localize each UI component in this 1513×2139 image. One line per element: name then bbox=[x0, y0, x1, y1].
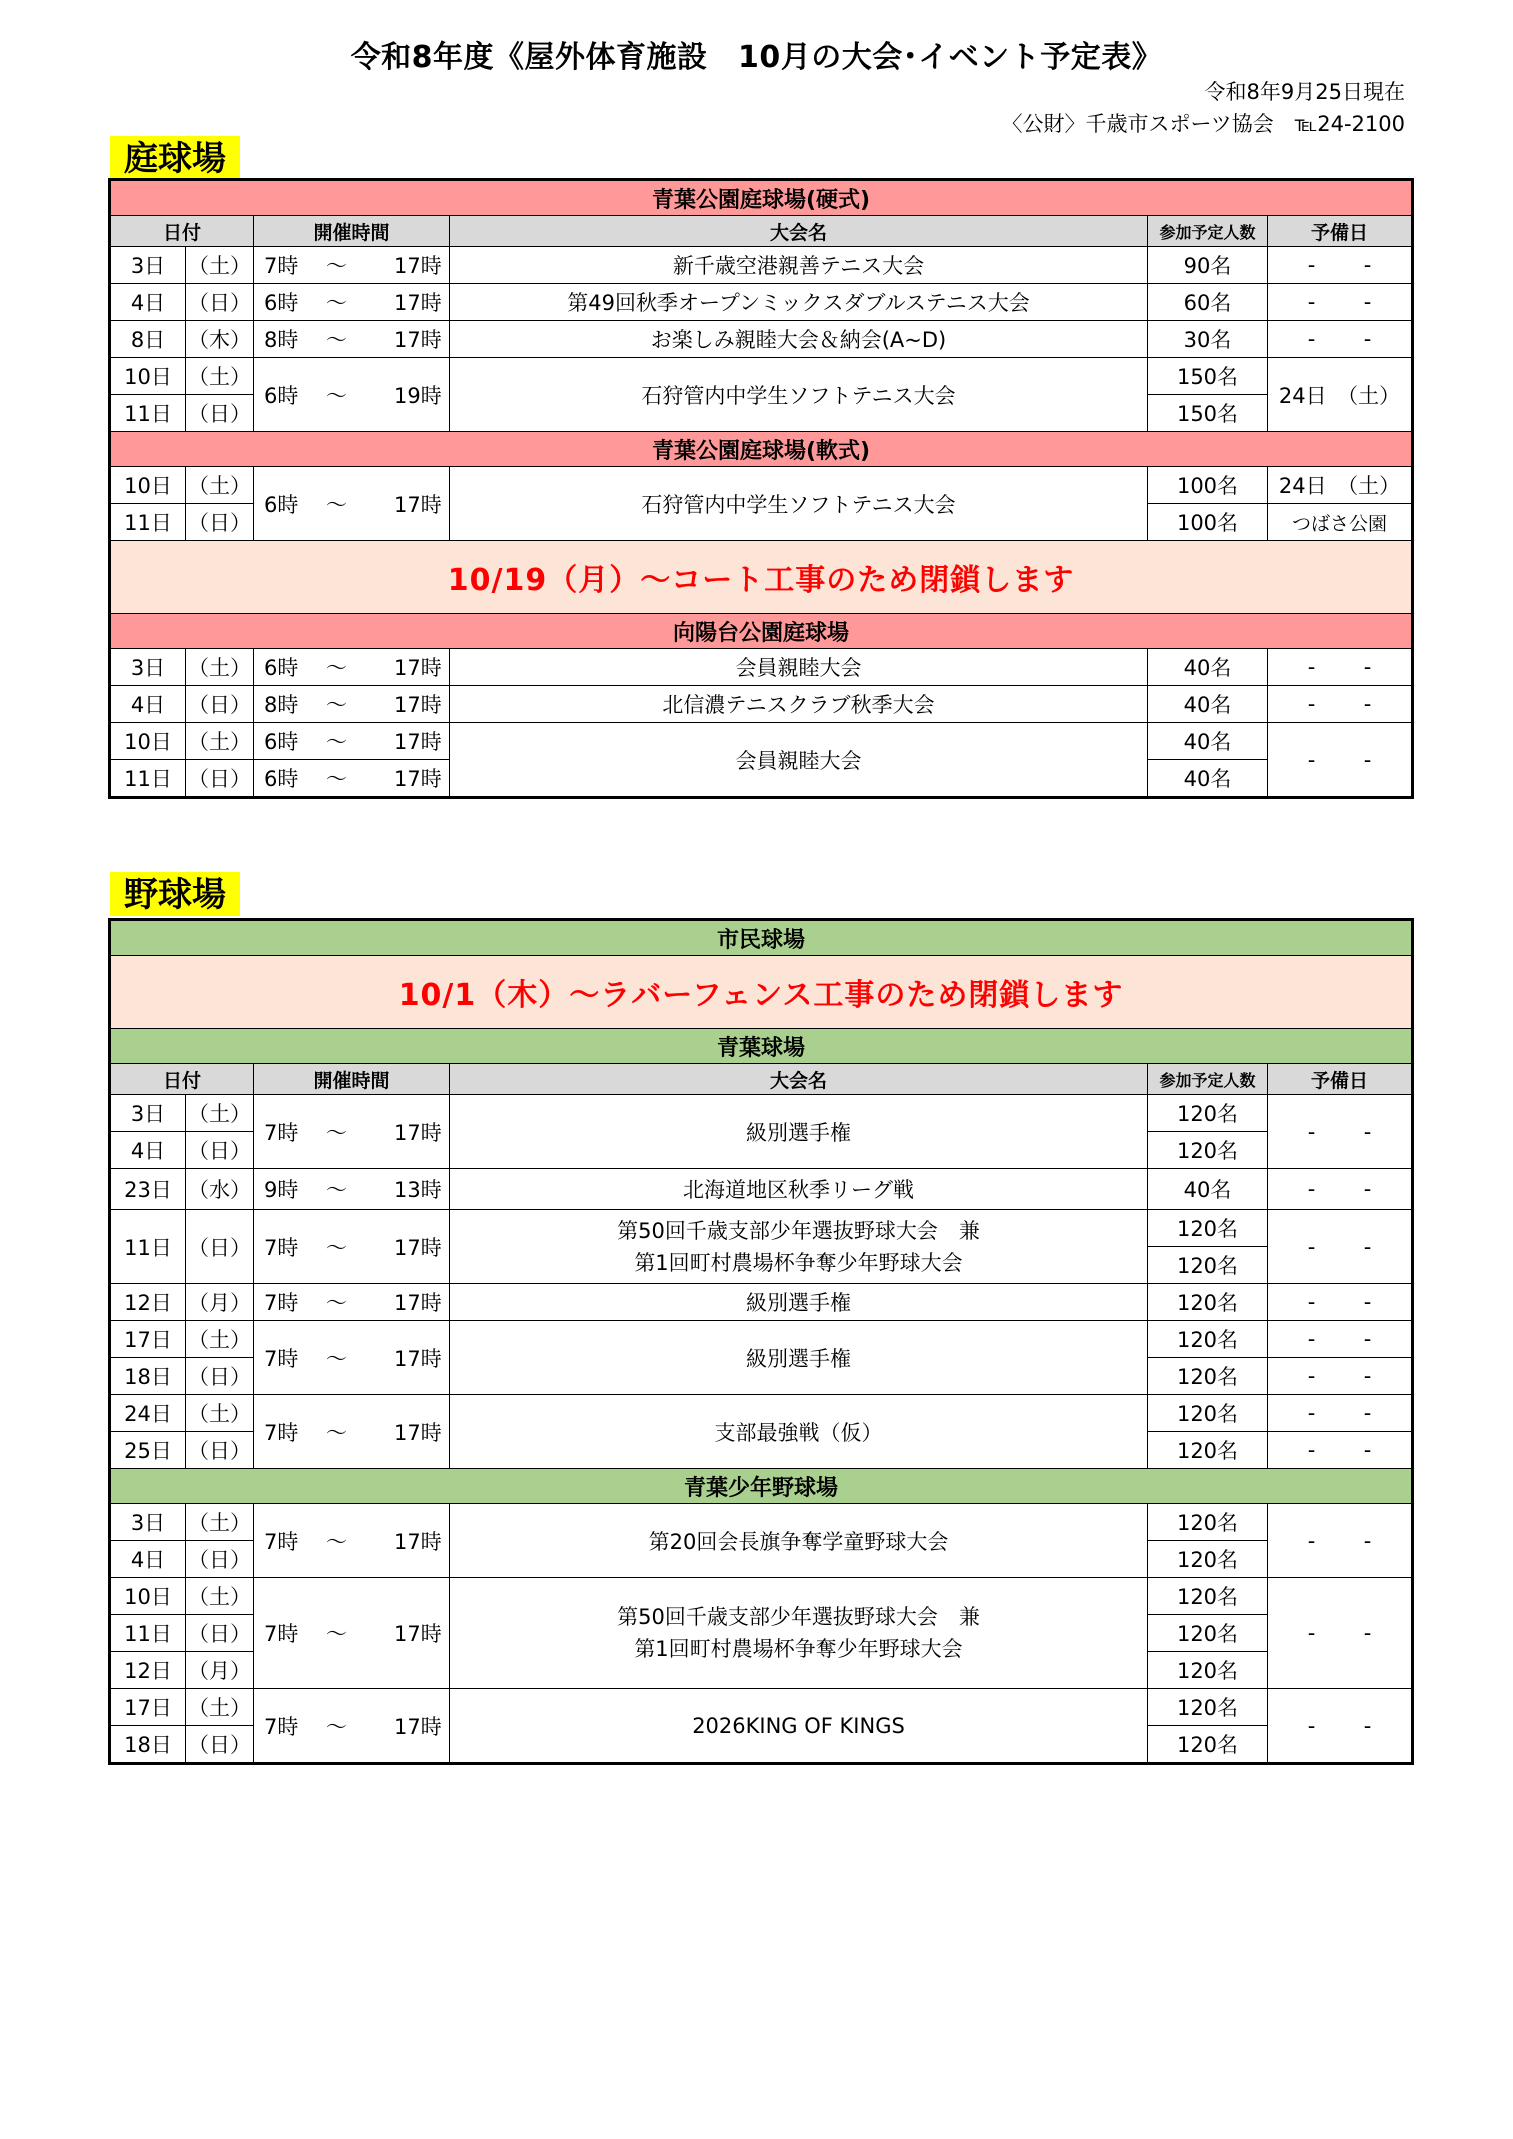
reserve-dash: - bbox=[1363, 692, 1372, 716]
column-headers bbox=[110, 1064, 1413, 1095]
weekday: （日） bbox=[186, 504, 254, 541]
reserve-dash: - bbox=[1363, 1528, 1372, 1553]
reserve-dash: - bbox=[1363, 290, 1372, 314]
reserve-venue: つばさ公園 bbox=[1268, 504, 1413, 541]
day: 4日 bbox=[110, 284, 186, 321]
day: 10日 bbox=[110, 358, 186, 395]
table-row bbox=[110, 358, 1413, 395]
weekday: （日） bbox=[186, 686, 254, 723]
start-time: 8時 bbox=[264, 328, 299, 352]
event-name-line2: 第1回町村農場杯争奪少年野球大会 bbox=[634, 1250, 963, 1275]
event-name: 級別選手権 bbox=[450, 1284, 1148, 1321]
facility-koyodai: 向陽台公園庭球場 bbox=[110, 614, 1413, 649]
reserve-day bbox=[1268, 284, 1413, 321]
reserve-dash: - bbox=[1363, 747, 1372, 772]
table-row bbox=[110, 649, 1413, 686]
col-name: 大会名 bbox=[450, 216, 1148, 247]
weekday: （土） bbox=[186, 1578, 254, 1615]
reserve-dash: - bbox=[1363, 655, 1372, 679]
start-time: 6時 bbox=[264, 492, 299, 517]
start-time: 6時 bbox=[264, 767, 299, 791]
baseball-table bbox=[108, 918, 1414, 1765]
start-time: 7時 bbox=[264, 1120, 299, 1145]
reserve-dash: - bbox=[1363, 1438, 1372, 1462]
start-time: 7時 bbox=[264, 1346, 299, 1371]
time-separator: ～ bbox=[326, 1178, 347, 1202]
weekday: （日） bbox=[186, 1432, 254, 1469]
reserve-day bbox=[1268, 321, 1413, 358]
time-separator: ～ bbox=[326, 1291, 347, 1315]
time-range bbox=[254, 1395, 450, 1469]
end-time: 17時 bbox=[394, 1714, 442, 1739]
time-separator: ～ bbox=[326, 492, 347, 517]
col-reserve: 予備日 bbox=[1268, 216, 1413, 247]
event-name: お楽しみ親睦大会＆納会(A~D) bbox=[450, 321, 1148, 358]
day: 10日 bbox=[110, 467, 186, 504]
col-reserve: 予備日 bbox=[1268, 1064, 1413, 1095]
table-row bbox=[110, 247, 1413, 284]
start-time: 8時 bbox=[264, 693, 299, 717]
reserve-dash: - bbox=[1307, 692, 1316, 716]
time-range bbox=[254, 1504, 450, 1578]
reserve-day bbox=[1268, 1432, 1413, 1469]
event-name-line2: 第1回町村農場杯争奪少年野球大会 bbox=[634, 1637, 963, 1661]
end-time: 17時 bbox=[394, 1420, 442, 1445]
table-row bbox=[110, 1321, 1413, 1358]
day: 4日 bbox=[110, 1541, 186, 1578]
participants: 90名 bbox=[1148, 247, 1268, 284]
end-time: 17時 bbox=[394, 291, 442, 315]
reserve-day bbox=[1268, 649, 1413, 686]
weekday: （月） bbox=[186, 1284, 254, 1321]
end-time: 19時 bbox=[394, 383, 442, 408]
start-time: 6時 bbox=[264, 730, 299, 754]
participants: 120名 bbox=[1148, 1284, 1268, 1321]
day: 17日 bbox=[110, 1689, 186, 1726]
reserve-dash: - bbox=[1307, 655, 1316, 679]
weekday: （土） bbox=[186, 358, 254, 395]
weekday: （日） bbox=[186, 1358, 254, 1395]
reserve-day: 24日 （土） bbox=[1268, 358, 1413, 432]
time-range bbox=[254, 760, 450, 798]
col-people: 参加予定人数 bbox=[1148, 1064, 1268, 1095]
start-time: 6時 bbox=[264, 656, 299, 680]
table-row bbox=[110, 1504, 1413, 1541]
end-time: 17時 bbox=[394, 1622, 442, 1646]
start-time: 7時 bbox=[264, 1235, 299, 1260]
time-separator: ～ bbox=[326, 328, 347, 352]
start-time: 7時 bbox=[264, 1714, 299, 1739]
participants: 100名 bbox=[1148, 467, 1268, 504]
reserve-dash: - bbox=[1363, 1119, 1372, 1144]
time-separator: ～ bbox=[326, 1420, 347, 1445]
weekday: （土） bbox=[186, 1321, 254, 1358]
weekday: （土） bbox=[186, 247, 254, 284]
baseball-section-label: 野球場 bbox=[110, 872, 240, 916]
participants: 120名 bbox=[1148, 1652, 1268, 1689]
reserve-dash: - bbox=[1307, 1364, 1316, 1388]
end-time: 17時 bbox=[394, 1120, 442, 1145]
time-range bbox=[254, 1169, 450, 1210]
participants: 120名 bbox=[1148, 1095, 1268, 1132]
day: 11日 bbox=[110, 504, 186, 541]
reserve-dash: - bbox=[1363, 1234, 1372, 1259]
day: 3日 bbox=[110, 1504, 186, 1541]
weekday: （日） bbox=[186, 1541, 254, 1578]
reserve-dash: - bbox=[1363, 1327, 1372, 1351]
time-separator: ～ bbox=[326, 1120, 347, 1145]
weekday: （日） bbox=[186, 284, 254, 321]
participants: 40名 bbox=[1148, 649, 1268, 686]
reserve-dash: - bbox=[1307, 1119, 1316, 1144]
start-time: 7時 bbox=[264, 1529, 299, 1554]
reserve-dash: - bbox=[1307, 253, 1316, 277]
time-separator: ～ bbox=[326, 1622, 347, 1646]
time-range bbox=[254, 723, 450, 760]
participants: 120名 bbox=[1148, 1689, 1268, 1726]
event-name-line1: 第50回千歳支部少年選抜野球大会 兼 bbox=[617, 1218, 980, 1243]
start-time: 7時 bbox=[264, 254, 299, 278]
reserve-day bbox=[1268, 247, 1413, 284]
reserve-day bbox=[1268, 1504, 1413, 1578]
event-name: 会員親睦大会 bbox=[450, 723, 1148, 798]
time-separator: ～ bbox=[326, 656, 347, 680]
weekday: （土） bbox=[186, 1395, 254, 1432]
col-date: 日付 bbox=[110, 216, 254, 247]
col-time: 開催時間 bbox=[254, 216, 450, 247]
event-name: 石狩管内中学生ソフトテニス大会 bbox=[450, 467, 1148, 541]
tennis-section bbox=[108, 178, 1411, 799]
day: 24日 bbox=[110, 1395, 186, 1432]
time-range bbox=[254, 247, 450, 284]
reserve-dash: - bbox=[1307, 1327, 1316, 1351]
reserve-dash: - bbox=[1363, 1401, 1372, 1425]
day: 11日 bbox=[110, 1615, 186, 1652]
reserve-day bbox=[1268, 1358, 1413, 1395]
reserve-day bbox=[1268, 1095, 1413, 1169]
weekday: （日） bbox=[186, 395, 254, 432]
as-of-date: 令和8年9月25日現在 bbox=[1204, 80, 1405, 104]
facility-aoba-soft: 青葉公園庭球場(軟式) bbox=[110, 432, 1413, 467]
day: 4日 bbox=[110, 686, 186, 723]
end-time: 17時 bbox=[394, 693, 442, 717]
weekday: （土） bbox=[186, 467, 254, 504]
start-time: 7時 bbox=[264, 1622, 299, 1646]
reserve-day bbox=[1268, 723, 1413, 798]
weekday: （日） bbox=[186, 1132, 254, 1169]
day: 11日 bbox=[110, 395, 186, 432]
reserve-dash: - bbox=[1307, 1234, 1316, 1259]
time-range bbox=[254, 1578, 450, 1689]
start-time: 6時 bbox=[264, 291, 299, 315]
day: 3日 bbox=[110, 1095, 186, 1132]
end-time: 17時 bbox=[394, 492, 442, 517]
reserve-day bbox=[1268, 1284, 1413, 1321]
participants: 120名 bbox=[1148, 1504, 1268, 1541]
closure-notice: 10/19（月）～コート工事のため閉鎖します bbox=[110, 541, 1413, 614]
reserve-day bbox=[1268, 1395, 1413, 1432]
event-name bbox=[450, 1578, 1148, 1689]
col-time: 開催時間 bbox=[254, 1064, 450, 1095]
participants: 150名 bbox=[1148, 395, 1268, 432]
table-row bbox=[110, 1395, 1413, 1432]
time-separator: ～ bbox=[326, 767, 347, 791]
reserve-dash: - bbox=[1307, 747, 1316, 772]
time-separator: ～ bbox=[326, 730, 347, 754]
table-row bbox=[110, 467, 1413, 504]
start-time: 7時 bbox=[264, 1291, 299, 1315]
participants: 120名 bbox=[1148, 1541, 1268, 1578]
reserve-day bbox=[1268, 1689, 1413, 1764]
start-time: 6時 bbox=[264, 383, 299, 408]
end-time: 13時 bbox=[394, 1178, 442, 1202]
time-range bbox=[254, 1095, 450, 1169]
participants: 40名 bbox=[1148, 723, 1268, 760]
event-name: 第20回会長旗争奪学童野球大会 bbox=[450, 1504, 1148, 1578]
end-time: 17時 bbox=[394, 1529, 442, 1554]
baseball-section bbox=[108, 918, 1411, 1765]
day: 10日 bbox=[110, 1578, 186, 1615]
participants: 120名 bbox=[1148, 1615, 1268, 1652]
weekday: （木） bbox=[186, 321, 254, 358]
event-name: 支部最強戦（仮） bbox=[450, 1395, 1148, 1469]
time-range bbox=[254, 1321, 450, 1395]
participants: 120名 bbox=[1148, 1247, 1268, 1284]
participants: 150名 bbox=[1148, 358, 1268, 395]
table-row bbox=[110, 1578, 1413, 1615]
participants: 40名 bbox=[1148, 760, 1268, 798]
participants: 40名 bbox=[1148, 686, 1268, 723]
weekday: （土） bbox=[186, 723, 254, 760]
day: 11日 bbox=[110, 760, 186, 798]
participants: 120名 bbox=[1148, 1432, 1268, 1469]
weekday: （日） bbox=[186, 1726, 254, 1764]
reserve-day bbox=[1268, 1169, 1413, 1210]
reserve-dash: - bbox=[1363, 1290, 1372, 1314]
time-range bbox=[254, 1689, 450, 1764]
table-row bbox=[110, 686, 1413, 723]
reserve-dash: - bbox=[1307, 1528, 1316, 1553]
participants: 120名 bbox=[1148, 1358, 1268, 1395]
page-title: 令和8年度《屋外体育施設 10月の大会･イベント予定表》 bbox=[350, 40, 1163, 75]
day: 25日 bbox=[110, 1432, 186, 1469]
event-name: 北海道地区秋季リーグ戦 bbox=[450, 1169, 1148, 1210]
time-separator: ～ bbox=[326, 383, 347, 408]
event-name: 石狩管内中学生ソフトテニス大会 bbox=[450, 358, 1148, 432]
reserve-dash: - bbox=[1363, 1177, 1372, 1201]
day: 23日 bbox=[110, 1169, 186, 1210]
reserve-day bbox=[1268, 1578, 1413, 1689]
time-range bbox=[254, 649, 450, 686]
col-people: 参加予定人数 bbox=[1148, 216, 1268, 247]
day: 12日 bbox=[110, 1284, 186, 1321]
facility-shimin: 市民球場 bbox=[110, 920, 1413, 956]
table-row bbox=[110, 723, 1413, 760]
day: 12日 bbox=[110, 1652, 186, 1689]
column-headers bbox=[110, 216, 1413, 247]
day: 3日 bbox=[110, 247, 186, 284]
event-name bbox=[450, 1210, 1148, 1284]
end-time: 17時 bbox=[394, 1346, 442, 1371]
reserve-dash: - bbox=[1307, 1290, 1316, 1314]
facility-aoba-youth: 青葉少年野球場 bbox=[110, 1469, 1413, 1504]
event-name: 第49回秋季オープンミックスダブルステニス大会 bbox=[450, 284, 1148, 321]
participants: 120名 bbox=[1148, 1578, 1268, 1615]
day: 3日 bbox=[110, 649, 186, 686]
time-range bbox=[254, 1284, 450, 1321]
reserve-dash: - bbox=[1307, 327, 1316, 351]
table-row bbox=[110, 1210, 1413, 1247]
table-row bbox=[110, 1689, 1413, 1726]
weekday: （土） bbox=[186, 1095, 254, 1132]
table-row bbox=[110, 1095, 1413, 1132]
event-name: 北信濃テニスクラブ秋季大会 bbox=[450, 686, 1148, 723]
reserve-dash: - bbox=[1363, 1621, 1372, 1645]
reserve-dash: - bbox=[1363, 253, 1372, 277]
col-date: 日付 bbox=[110, 1064, 254, 1095]
time-separator: ～ bbox=[326, 1235, 347, 1260]
start-time: 7時 bbox=[264, 1420, 299, 1445]
time-range bbox=[254, 284, 450, 321]
tennis-section-label: 庭球場 bbox=[110, 136, 240, 180]
weekday: （月） bbox=[186, 1652, 254, 1689]
event-name: 新千歳空港親善テニス大会 bbox=[450, 247, 1148, 284]
participants: 120名 bbox=[1148, 1132, 1268, 1169]
day: 11日 bbox=[110, 1210, 186, 1284]
col-name: 大会名 bbox=[450, 1064, 1148, 1095]
time-range bbox=[254, 467, 450, 541]
reserve-day: 24日 （土） bbox=[1268, 467, 1413, 504]
reserve-dash: - bbox=[1363, 1713, 1372, 1738]
participants: 40名 bbox=[1148, 1169, 1268, 1210]
participants: 120名 bbox=[1148, 1395, 1268, 1432]
organization-contact: 〈公財〉千歳市スポーツ協会 ℡24-2100 bbox=[1001, 112, 1405, 136]
end-time: 17時 bbox=[394, 767, 442, 791]
weekday: （日） bbox=[186, 1210, 254, 1284]
weekday: （日） bbox=[186, 1615, 254, 1652]
table-row bbox=[110, 284, 1413, 321]
weekday: （土） bbox=[186, 1504, 254, 1541]
day: 17日 bbox=[110, 1321, 186, 1358]
time-separator: ～ bbox=[326, 1346, 347, 1371]
event-name-line1: 第50回千歳支部少年選抜野球大会 兼 bbox=[617, 1605, 980, 1629]
weekday: （水） bbox=[186, 1169, 254, 1210]
participants: 120名 bbox=[1148, 1210, 1268, 1247]
time-separator: ～ bbox=[326, 1714, 347, 1739]
end-time: 17時 bbox=[394, 328, 442, 352]
end-time: 17時 bbox=[394, 1291, 442, 1315]
facility-aoba-baseball: 青葉球場 bbox=[110, 1029, 1413, 1064]
reserve-dash: - bbox=[1307, 290, 1316, 314]
participants: 60名 bbox=[1148, 284, 1268, 321]
time-separator: ～ bbox=[326, 1529, 347, 1554]
participants: 100名 bbox=[1148, 504, 1268, 541]
participants: 120名 bbox=[1148, 1321, 1268, 1358]
end-time: 17時 bbox=[394, 656, 442, 680]
reserve-dash: - bbox=[1363, 1364, 1372, 1388]
weekday: （土） bbox=[186, 649, 254, 686]
closure-notice: 10/1（木）～ラバーフェンス工事のため閉鎖します bbox=[110, 956, 1413, 1029]
event-name: 2026KING OF KINGS bbox=[450, 1689, 1148, 1764]
table-row bbox=[110, 1169, 1413, 1210]
participants: 30名 bbox=[1148, 321, 1268, 358]
reserve-dash: - bbox=[1307, 1177, 1316, 1201]
day: 4日 bbox=[110, 1132, 186, 1169]
reserve-dash: - bbox=[1307, 1401, 1316, 1425]
end-time: 17時 bbox=[394, 254, 442, 278]
time-range bbox=[254, 1210, 450, 1284]
reserve-day bbox=[1268, 686, 1413, 723]
table-row bbox=[110, 321, 1413, 358]
event-name: 級別選手権 bbox=[450, 1095, 1148, 1169]
day: 18日 bbox=[110, 1726, 186, 1764]
end-time: 17時 bbox=[394, 730, 442, 754]
end-time: 17時 bbox=[394, 1235, 442, 1260]
time-range bbox=[254, 321, 450, 358]
day: 8日 bbox=[110, 321, 186, 358]
day: 18日 bbox=[110, 1358, 186, 1395]
reserve-dash: - bbox=[1307, 1621, 1316, 1645]
day: 10日 bbox=[110, 723, 186, 760]
facility-aoba-hard: 青葉公園庭球場(硬式) bbox=[110, 180, 1413, 216]
reserve-dash: - bbox=[1363, 327, 1372, 351]
tennis-table bbox=[108, 178, 1414, 799]
reserve-day bbox=[1268, 1321, 1413, 1358]
table-row bbox=[110, 1284, 1413, 1321]
weekday: （日） bbox=[186, 760, 254, 798]
time-range bbox=[254, 686, 450, 723]
reserve-dash: - bbox=[1307, 1438, 1316, 1462]
time-separator: ～ bbox=[326, 291, 347, 315]
event-name: 会員親睦大会 bbox=[450, 649, 1148, 686]
time-separator: ～ bbox=[326, 254, 347, 278]
weekday: （土） bbox=[186, 1689, 254, 1726]
start-time: 9時 bbox=[264, 1178, 299, 1202]
time-separator: ～ bbox=[326, 693, 347, 717]
time-range bbox=[254, 358, 450, 432]
event-name: 級別選手権 bbox=[450, 1321, 1148, 1395]
participants: 120名 bbox=[1148, 1726, 1268, 1764]
reserve-dash: - bbox=[1307, 1713, 1316, 1738]
reserve-day bbox=[1268, 1210, 1413, 1284]
